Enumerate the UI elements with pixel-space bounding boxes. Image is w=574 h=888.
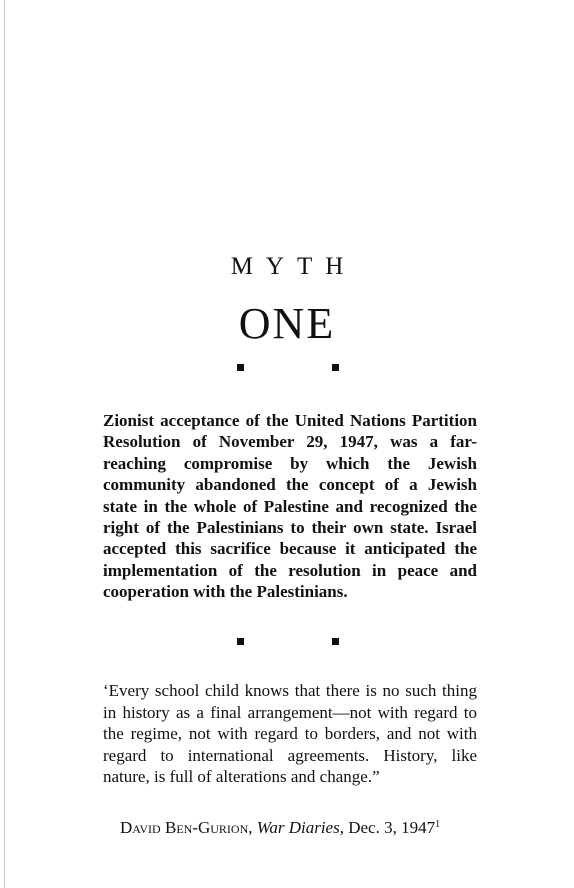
attribution-work: War Diaries bbox=[256, 818, 340, 837]
chapter-label: MYTH bbox=[230, 253, 357, 280]
ornament-square-top-right bbox=[332, 364, 339, 371]
myth-statement: Zionist acceptance of the United Nations Partition Resolution of November 29, 1947, was a far-reaching compromise by which the Jewish community abandoned the concept of a Jewish state in the whole of Palestine and recognized the right of the Palestinians to their own state. Israel accepted this sacrifice because it anticipated the implementation of the resolution in peace and cooperation with the Palestinians. bbox=[103, 411, 477, 602]
page-edge-rule bbox=[4, 0, 5, 888]
chapter-number: ONE bbox=[238, 299, 336, 348]
attribution-author: David Ben-Gurion bbox=[120, 818, 249, 837]
epigraph-attribution: David Ben-Gurion, War Diaries, Dec. 3, 1947$^1$ bbox=[120, 818, 441, 837]
ornament-square-bottom-right bbox=[332, 638, 339, 645]
ornament-square-bottom-left bbox=[237, 638, 244, 645]
ornament-square-top-left bbox=[237, 364, 244, 371]
footnote-marker: 1 bbox=[435, 819, 441, 830]
attribution-date: Dec. 3, 1947 bbox=[348, 818, 436, 837]
epigraph-quote: ‘Every school child knows that there is no such thing in history as a final arrangement—not with regard to the regime, not with regard to borders, and not with regard to international agreements. History, like nature, is full of alterations and change.” bbox=[103, 681, 477, 787]
